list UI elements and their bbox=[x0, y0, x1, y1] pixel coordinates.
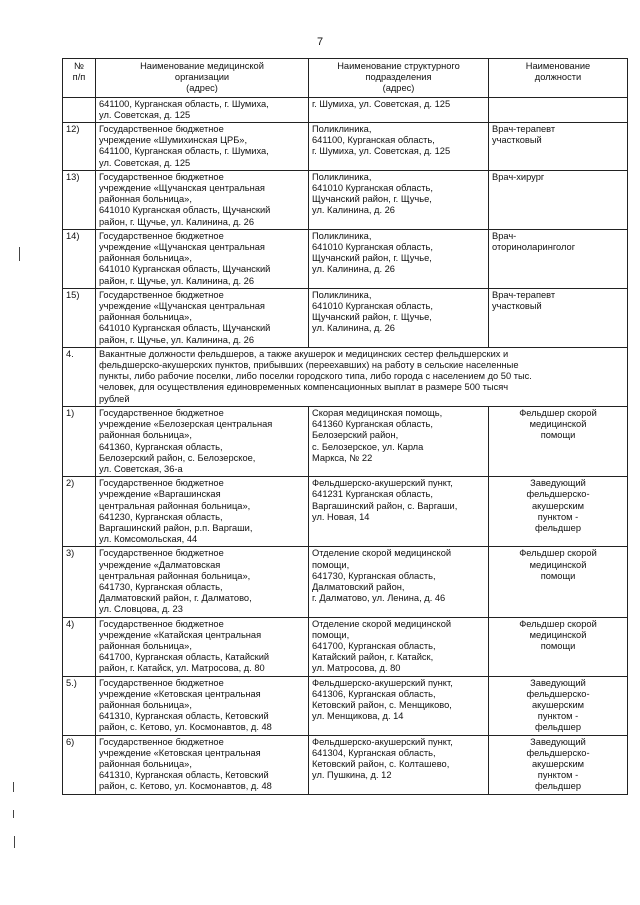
org-cell bbox=[96, 406, 309, 476]
unit-line: ул. Калинина, д. 26 bbox=[312, 205, 395, 216]
org-line: 641010 Курганская область, Щучанский bbox=[99, 323, 271, 334]
unit-line: Отделение скорой медицинской bbox=[312, 618, 452, 629]
unit-line: Скорая медицинская помощь, bbox=[312, 407, 443, 418]
org-line: Государственное бюджетное bbox=[99, 677, 224, 688]
table-header-row bbox=[63, 59, 628, 98]
position-line: оториноларинголог bbox=[492, 242, 576, 253]
org-line: 641310, Курганская область, Кетовский bbox=[99, 711, 269, 722]
unit-line: Щучанский район, г. Щучье, bbox=[312, 312, 432, 323]
table-row bbox=[63, 676, 628, 735]
org-cell bbox=[96, 617, 309, 676]
header-text: должности bbox=[534, 72, 582, 83]
row-number: 13) bbox=[63, 170, 96, 229]
unit-line: помощи, bbox=[312, 559, 350, 570]
row-number bbox=[63, 97, 96, 122]
position-cell bbox=[489, 97, 628, 122]
unit-line: Поликлиника, bbox=[312, 124, 372, 135]
position-line: акушерским bbox=[531, 758, 585, 769]
org-line: ул. Советская, 36-а bbox=[99, 463, 183, 474]
table-row bbox=[63, 123, 628, 171]
org-line: 641010 Курганская область, Щучанский bbox=[99, 264, 271, 275]
unit-cell bbox=[309, 170, 489, 229]
unit-line: 641730, Курганская область, bbox=[312, 570, 436, 581]
header-text: п/п bbox=[72, 72, 86, 83]
org-line: 641310, Курганская область, Кетовский bbox=[99, 770, 269, 781]
header-position bbox=[489, 59, 628, 98]
unit-line: с. Белозерское, ул. Карла bbox=[312, 441, 424, 452]
org-line: Государственное бюджетное bbox=[99, 124, 224, 135]
unit-cell bbox=[309, 547, 489, 617]
header-text: № bbox=[74, 61, 84, 71]
position-line: Фельдшер скорой bbox=[519, 618, 597, 629]
table-row bbox=[63, 170, 628, 229]
position-line: Врач- bbox=[492, 230, 517, 241]
position-cell bbox=[489, 735, 628, 794]
org-line: Государственное бюджетное bbox=[99, 478, 224, 489]
org-line: район, г. Щучье, ул. Калинина, д. 26 bbox=[99, 216, 254, 227]
org-cell bbox=[96, 735, 309, 794]
header-org bbox=[96, 59, 309, 98]
position-cell bbox=[489, 229, 628, 288]
row-number: 15) bbox=[63, 288, 96, 347]
unit-cell bbox=[309, 288, 489, 347]
org-line: 641700, Курганская область, Катайский bbox=[99, 652, 270, 663]
org-line: центральная районная больница», bbox=[99, 570, 251, 581]
org-line: учреждение «Белозерская центральная bbox=[99, 419, 273, 430]
org-line: учреждение «Шумихинская ЦРБ», bbox=[99, 135, 248, 146]
org-line: ул. Комсомольская, 44 bbox=[99, 534, 198, 545]
org-line: учреждение «Катайская центральная bbox=[99, 629, 262, 640]
unit-line: Маркса, № 22 bbox=[312, 452, 373, 463]
table-row bbox=[63, 288, 628, 347]
org-cell bbox=[96, 170, 309, 229]
scan-artifact bbox=[14, 836, 15, 848]
org-line: район, с. Кетово, ул. Космонавтов, д. 48 bbox=[99, 781, 272, 792]
position-cell bbox=[489, 170, 628, 229]
table-row bbox=[63, 229, 628, 288]
org-line: районная больница», bbox=[99, 312, 192, 323]
org-line: районная больница», bbox=[99, 758, 192, 769]
unit-line: ул. Калинина, д. 26 bbox=[312, 264, 395, 275]
position-line: пунктом - bbox=[537, 770, 579, 781]
unit-cell bbox=[309, 229, 489, 288]
row-number: 4) bbox=[63, 617, 96, 676]
org-line: Варгашинский район, р.п. Варгаши, bbox=[99, 522, 253, 533]
unit-cell bbox=[309, 617, 489, 676]
unit-line: Варгашинский район, с. Варгаши, bbox=[312, 500, 458, 511]
section-line: фельдшерско-акушерских пунктов, прибывших (переехавших) на работу в сельские населенные bbox=[99, 360, 519, 371]
position-cell bbox=[489, 406, 628, 476]
org-line: учреждение «Далматовская bbox=[99, 559, 221, 570]
unit-line: Белозерский район, bbox=[312, 430, 399, 441]
unit-line: 641360 Курганская область, bbox=[312, 419, 433, 430]
position-line: фельдшерско- bbox=[526, 688, 590, 699]
position-line: акушерским bbox=[531, 500, 585, 511]
org-line: Государственное бюджетное bbox=[99, 171, 224, 182]
unit-line: 641100, Курганская область, bbox=[312, 135, 435, 146]
table-row bbox=[63, 735, 628, 794]
unit-line: г. Далматово, ул. Ленина, д. 46 bbox=[312, 593, 446, 604]
unit-line: 641304, Курганская область, bbox=[312, 747, 436, 758]
scan-artifact bbox=[13, 810, 14, 818]
section-line: пункты, либо рабочие поселки, либо поселки городского типа, либо города с населением до 50 тыс. bbox=[99, 371, 532, 382]
org-cell bbox=[96, 123, 309, 171]
position-line: Врач-хирург bbox=[492, 171, 545, 182]
section-line: Вакантные должности фельдшеров, а также акушерок и медицинских сестер фельдшерских и bbox=[99, 348, 509, 359]
unit-line: помощи, bbox=[312, 629, 350, 640]
unit-cell bbox=[309, 406, 489, 476]
header-text: (адрес) bbox=[186, 83, 218, 94]
org-line: 641730, Курганская область, bbox=[99, 581, 223, 592]
position-line: Врач-терапевт bbox=[492, 124, 556, 135]
org-line: Государственное бюджетное bbox=[99, 230, 224, 241]
unit-line: 641010 Курганская область, bbox=[312, 183, 433, 194]
org-line: районная больница», bbox=[99, 640, 192, 651]
unit-line: ул. Новая, 14 bbox=[312, 511, 370, 522]
unit-line: ул. Менщикова, д. 14 bbox=[312, 711, 404, 722]
unit-line: Поликлиника, bbox=[312, 230, 372, 241]
position-line: фельдшер bbox=[534, 722, 581, 733]
org-line: район, г. Катайск, ул. Матросова, д. 80 bbox=[99, 663, 265, 674]
position-line: помощи bbox=[540, 430, 576, 441]
header-text: (адрес) bbox=[382, 83, 415, 94]
unit-line: Поликлиника, bbox=[312, 289, 372, 300]
position-line: Фельдшер скорой bbox=[519, 548, 597, 559]
position-cell bbox=[489, 288, 628, 347]
position-line: помощи bbox=[540, 570, 576, 581]
unit-line: Фельдшерско-акушерский пункт, bbox=[312, 736, 453, 747]
position-line: Заведующий bbox=[530, 478, 586, 489]
position-line: помощи bbox=[540, 640, 576, 651]
org-line: учреждение «Щучанская центральная bbox=[99, 242, 265, 253]
org-line: 641010 Курганская область, Щучанский bbox=[99, 205, 271, 216]
org-cell bbox=[96, 547, 309, 617]
unit-line: ул. Матросова, д. 80 bbox=[312, 663, 401, 674]
row-number: 12) bbox=[63, 123, 96, 171]
org-line: Государственное бюджетное bbox=[99, 618, 224, 629]
row-number: 6) bbox=[63, 735, 96, 794]
org-line: район, г. Щучье, ул. Калинина, д. 26 bbox=[99, 275, 254, 286]
header-text: Наименование медицинской bbox=[140, 61, 264, 71]
unit-line: 641231 Курганская область, bbox=[312, 489, 433, 500]
org-line: районная больница», bbox=[99, 253, 192, 264]
row-number: 1) bbox=[63, 406, 96, 476]
row-number: 2) bbox=[63, 477, 96, 547]
position-line: медицинской bbox=[529, 559, 587, 570]
org-cell bbox=[96, 288, 309, 347]
scan-artifact bbox=[13, 782, 14, 792]
position-line: Заведующий bbox=[530, 736, 586, 747]
unit-line: 641306, Курганская область, bbox=[312, 688, 436, 699]
org-line: 641100, Курганская область, г. Шумиха, bbox=[99, 146, 269, 157]
unit-cell bbox=[309, 676, 489, 735]
unit-line: Щучанский район, г. Щучье, bbox=[312, 194, 432, 205]
unit-cell bbox=[309, 477, 489, 547]
org-line: район, г. Щучье, ул. Калинина, д. 26 bbox=[99, 334, 254, 345]
position-line: фельдшерско- bbox=[526, 747, 590, 758]
org-line: учреждение «Кетовская центральная bbox=[99, 688, 261, 699]
org-line: ул. Советская, д. 125 bbox=[99, 109, 191, 120]
position-cell bbox=[489, 617, 628, 676]
position-cell bbox=[489, 547, 628, 617]
position-line: Заведующий bbox=[530, 677, 586, 688]
position-cell bbox=[489, 676, 628, 735]
unit-cell bbox=[309, 735, 489, 794]
unit-line: Катайский район, г. Катайск, bbox=[312, 652, 434, 663]
org-line: Государственное бюджетное bbox=[99, 548, 224, 559]
table-row bbox=[63, 617, 628, 676]
section-line: рублей bbox=[99, 393, 130, 404]
org-cell bbox=[96, 676, 309, 735]
unit-line: ул. Калинина, д. 26 bbox=[312, 323, 395, 334]
row-number: 14) bbox=[63, 229, 96, 288]
position-line: фельдшер bbox=[534, 781, 581, 792]
org-line: 641230, Курганская область, bbox=[99, 511, 223, 522]
position-line: пунктом - bbox=[537, 511, 579, 522]
position-cell bbox=[489, 123, 628, 171]
org-line: районная больница», bbox=[99, 699, 192, 710]
position-line: участковый bbox=[492, 301, 542, 312]
position-cell bbox=[489, 477, 628, 547]
header-text: подразделения bbox=[365, 72, 432, 83]
row-number: 3) bbox=[63, 547, 96, 617]
header-num bbox=[63, 59, 96, 98]
position-line: акушерским bbox=[531, 699, 585, 710]
org-line: 641100, Курганская область, г. Шумиха, bbox=[99, 98, 269, 109]
section-row bbox=[63, 347, 628, 406]
unit-line: 641010 Курганская область, bbox=[312, 301, 433, 312]
org-line: центральная районная больница», bbox=[99, 500, 251, 511]
row-number: 5.) bbox=[63, 676, 96, 735]
org-line: районная больница», bbox=[99, 430, 192, 441]
header-unit bbox=[309, 59, 489, 98]
table-row bbox=[63, 547, 628, 617]
unit-line: г. Шумиха, ул. Советская, д. 125 bbox=[312, 98, 451, 109]
page-number: 7 bbox=[316, 36, 324, 48]
unit-line: Кетовский район, с. Менщиково, bbox=[312, 699, 452, 710]
section-text bbox=[96, 347, 628, 406]
section-number: 4. bbox=[63, 347, 96, 406]
unit-line: Отделение скорой медицинской bbox=[312, 548, 452, 559]
org-line: районная больница», bbox=[99, 194, 192, 205]
unit-line: 641700, Курганская область, bbox=[312, 640, 436, 651]
org-line: учреждение «Варгашинская bbox=[99, 489, 221, 500]
position-line: пунктом - bbox=[537, 711, 579, 722]
unit-line: Фельдшерско-акушерский пункт, bbox=[312, 677, 453, 688]
org-line: Далматовский район, г. Далматово, bbox=[99, 593, 252, 604]
unit-line: Далматовский район, bbox=[312, 581, 405, 592]
org-line: 641360, Курганская область, bbox=[99, 441, 223, 452]
unit-line: Кетовский район, с. Колташево, bbox=[312, 758, 450, 769]
position-line: участковый bbox=[492, 135, 542, 146]
table-row bbox=[63, 406, 628, 476]
org-line: учреждение «Щучанская центральная bbox=[99, 183, 265, 194]
unit-line: 641010 Курганская область, bbox=[312, 242, 433, 253]
header-text: Наименование структурного bbox=[337, 61, 460, 71]
org-line: Государственное бюджетное bbox=[99, 736, 224, 747]
org-line: Белозерский район, с. Белозерское, bbox=[99, 452, 256, 463]
position-line: медицинской bbox=[529, 629, 587, 640]
org-line: учреждение «Кетовская центральная bbox=[99, 747, 261, 758]
header-text: Наименование bbox=[525, 61, 591, 71]
unit-line: г. Шумиха, ул. Советская, д. 125 bbox=[312, 146, 451, 157]
table-row bbox=[63, 477, 628, 547]
unit-line: Щучанский район, г. Щучье, bbox=[312, 253, 432, 264]
position-line: фельдшер bbox=[534, 522, 581, 533]
table-row bbox=[63, 97, 628, 122]
vacancy-table bbox=[62, 58, 628, 795]
unit-line: ул. Пушкина, д. 12 bbox=[312, 770, 392, 781]
header-text: организации bbox=[174, 72, 230, 83]
org-cell bbox=[96, 97, 309, 122]
unit-line: Фельдшерско-акушерский пункт, bbox=[312, 478, 453, 489]
org-cell bbox=[96, 229, 309, 288]
org-line: Государственное бюджетное bbox=[99, 407, 224, 418]
section-line: человек, для осуществления единовременных компенсационных выплат в размере 500 тысяч bbox=[99, 382, 509, 393]
org-line: район, с. Кетово, ул. Космонавтов, д. 48 bbox=[99, 722, 272, 733]
org-line: ул. Словцова, д. 23 bbox=[99, 604, 183, 615]
unit-cell bbox=[309, 123, 489, 171]
org-line: учреждение «Щучанская центральная bbox=[99, 301, 265, 312]
org-line: ул. Советская, д. 125 bbox=[99, 157, 191, 168]
position-line: Врач-терапевт bbox=[492, 289, 556, 300]
position-line: Фельдшер скорой bbox=[519, 407, 597, 418]
unit-line: Поликлиника, bbox=[312, 171, 372, 182]
position-line: фельдшерско- bbox=[526, 489, 590, 500]
position-line: медицинской bbox=[529, 419, 587, 430]
scan-artifact bbox=[19, 247, 20, 261]
org-cell bbox=[96, 477, 309, 547]
unit-cell bbox=[309, 97, 489, 122]
org-line: Государственное бюджетное bbox=[99, 289, 224, 300]
